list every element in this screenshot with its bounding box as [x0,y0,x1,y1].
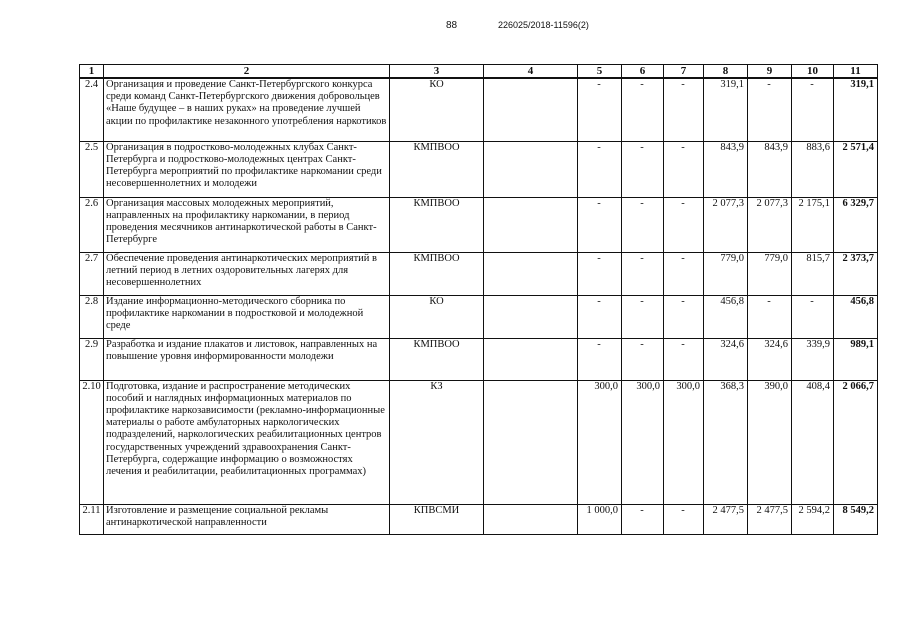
row-number: 2.9 [80,338,104,380]
table-row [80,338,878,380]
cell-col10: 883,6 [792,141,834,197]
table-row [80,197,878,252]
cell-col10: 2 594,2 [792,504,834,534]
cell-col4 [484,380,578,504]
table-header-row [80,65,878,79]
cell-col8: 368,3 [704,380,748,504]
table-row [80,252,878,295]
activity-name: Организация и проведение Санкт-Петербургского конкурса среди команд Санкт-Петербургского движения добровольцев «Наше будущее – в наших руках» на проведение лучшей акции по профилактике незаконного употребления наркотиков [104,78,390,141]
cell-col6: - [622,295,664,338]
table-row [80,380,878,504]
row-number: 2.10 [80,380,104,504]
cell-col9: 2 077,3 [748,197,792,252]
cell-col9: 324,6 [748,338,792,380]
col-header: 10 [792,65,834,79]
cell-col10: - [792,295,834,338]
activity-name: Обеспечение проведения антинаркотических мероприятий в летний период в летних оздоровительных лагерях для несовершеннолетних [104,252,390,295]
cell-total: 2 571,4 [834,141,878,197]
row-number: 2.4 [80,78,104,141]
table-row [80,141,878,197]
cell-col7: - [664,295,704,338]
cell-col7: 300,0 [664,380,704,504]
executor: КМПВОО [390,197,484,252]
table-row [80,295,878,338]
cell-col5: - [578,295,622,338]
cell-total: 2 373,7 [834,252,878,295]
cell-col8: 2 077,3 [704,197,748,252]
cell-col9: 2 477,5 [748,504,792,534]
cell-col7: - [664,78,704,141]
cell-col8: 843,9 [704,141,748,197]
cell-total: 2 066,7 [834,380,878,504]
cell-col8: 456,8 [704,295,748,338]
cell-col4 [484,78,578,141]
cell-col6: - [622,197,664,252]
cell-col6: - [622,141,664,197]
cell-col8: 324,6 [704,338,748,380]
activity-name: Организация в подростково-молодежных клубах Санкт-Петербурга и подростково-молодежных центрах Санкт-Петербурга мероприятий по профилактике наркомании среди несовершеннолетних и молодежи [104,141,390,197]
cell-col4 [484,295,578,338]
budget-table [79,64,878,535]
table-row [80,78,878,141]
cell-col9: - [748,295,792,338]
cell-col10: - [792,78,834,141]
col-header: 1 [80,65,104,79]
executor: КМПВОО [390,252,484,295]
cell-total: 456,8 [834,295,878,338]
col-header: 8 [704,65,748,79]
cell-total: 6 329,7 [834,197,878,252]
cell-col9: 843,9 [748,141,792,197]
cell-col10: 2 175,1 [792,197,834,252]
cell-col4 [484,141,578,197]
row-number: 2.6 [80,197,104,252]
cell-total: 319,1 [834,78,878,141]
document-id: 226025/2018-11596(2) [498,20,589,30]
cell-total: 8 549,2 [834,504,878,534]
row-number: 2.5 [80,141,104,197]
cell-col8: 2 477,5 [704,504,748,534]
cell-col7: - [664,141,704,197]
cell-col6: 300,0 [622,380,664,504]
row-number: 2.8 [80,295,104,338]
cell-col5: - [578,141,622,197]
cell-col6: - [622,338,664,380]
cell-col4 [484,252,578,295]
executor: КПВСМИ [390,504,484,534]
cell-col9: 779,0 [748,252,792,295]
executor: КО [390,295,484,338]
col-header: 3 [390,65,484,79]
cell-col7: - [664,252,704,295]
cell-col5: - [578,197,622,252]
activity-name: Организация массовых молодежных мероприятий, направленных на профилактику наркомании, в период проведения месячников антинаркотической работы в Санкт-Петербурге [104,197,390,252]
cell-col9: 390,0 [748,380,792,504]
cell-col6: - [622,252,664,295]
page-number: 88 [446,20,458,31]
cell-col9: - [748,78,792,141]
executor: КО [390,78,484,141]
executor: КЗ [390,380,484,504]
cell-col4 [484,504,578,534]
cell-col5: - [578,338,622,380]
activity-name: Разработка и издание плакатов и листовок, направленных на повышение уровня информированности молодежи [104,338,390,380]
col-header: 4 [484,65,578,79]
table-row [80,504,878,534]
cell-col4 [484,338,578,380]
cell-col4 [484,197,578,252]
cell-col7: - [664,504,704,534]
cell-col6: - [622,504,664,534]
cell-total: 989,1 [834,338,878,380]
col-header: 11 [834,65,878,79]
row-number: 2.7 [80,252,104,295]
executor: КМПВОО [390,338,484,380]
col-header: 6 [622,65,664,79]
cell-col8: 319,1 [704,78,748,141]
activity-name: Подготовка, издание и распространение методических пособий и наглядных информационных материалов по профилактике наркозависимости (рекламно-информационные материалы о работе амбулаторных наркологических подразделений, наркологических реабилитационных центров государственных учреждений здравоохранения Санкт-Петербурга, содержащие информацию о возможностях лечения и реабилитации, реабилитационных программах) [104,380,390,504]
cell-col5: - [578,78,622,141]
cell-col5: 1 000,0 [578,504,622,534]
col-header: 7 [664,65,704,79]
cell-col10: 408,4 [792,380,834,504]
col-header: 2 [104,65,390,79]
cell-col7: - [664,197,704,252]
cell-col7: - [664,338,704,380]
cell-col10: 339,9 [792,338,834,380]
col-header: 9 [748,65,792,79]
cell-col5: 300,0 [578,380,622,504]
cell-col5: - [578,252,622,295]
cell-col8: 779,0 [704,252,748,295]
activity-name: Издание информационно-методического сборника по профилактике наркомании в подростковой и молодежной среде [104,295,390,338]
activity-name: Изготовление и размещение социальной рекламы антинаркотической направленности [104,504,390,534]
cell-col10: 815,7 [792,252,834,295]
executor: КМПВОО [390,141,484,197]
cell-col6: - [622,78,664,141]
col-header: 5 [578,65,622,79]
row-number: 2.11 [80,504,104,534]
